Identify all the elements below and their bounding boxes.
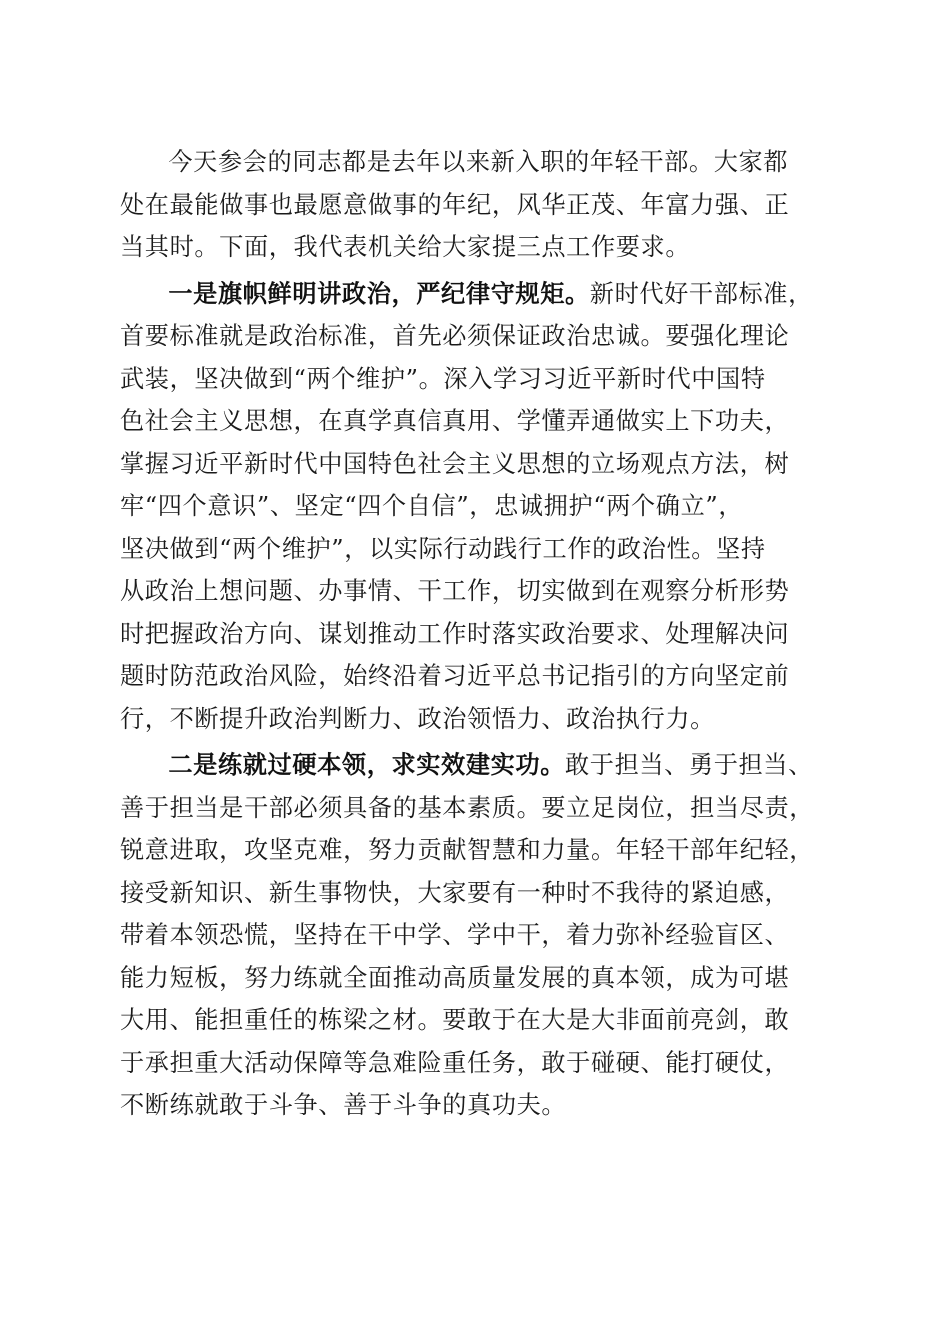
document-body [120,141,840,1127]
text-line: 从政治上想问题、办事情、干工作，切实做到在观察分析形势 [120,577,790,605]
text-line: 于承担重大活动保障等急难险重任务，敢于碰硬、能打硬仗， [120,1048,790,1077]
text-line: 时把握政治方向、谋划推动工作时落实政治要求、处理解决问 [120,619,790,648]
text-line: 善于担当是干部必须具备的基本素质。要立足岗位，担当尽责， [120,793,815,822]
paragraph-skills [120,744,840,1127]
text-line: 首要标准就是政治标准，首先必须保证政治忠诚。要强化理论 [120,322,790,350]
text-line: 牢“四个意识”、坚定“四个自信”，忠诚拥护“两个确立”， [120,492,744,520]
text-line [120,273,840,316]
text-fragment: 新时代好干部标准， [589,279,813,308]
text-line: 行，不断提升政治判断力、政治领悟力、政治执行力。 [120,704,715,733]
text-line: 大用、能担重任的栋梁之材。要敢于在大是大非面前亮剑，敢 [120,1006,790,1034]
paragraph-intro [120,141,840,269]
text-line: 带着本领恐慌，坚持在干中学、学中干，着力弥补经验盲区、 [120,921,790,949]
text-line: 今天参会的同志都是去年以来新入职的年轻干部。大家都 [168,148,789,176]
text-line [120,744,840,787]
paragraph-heading: 二是练就过硬本领，求实效建实功。 [168,750,565,779]
paragraph-politics [120,273,840,741]
text-line: 掌握习近平新时代中国特色社会主义思想的立场观点方法，树 [120,449,790,478]
text-line: 色社会主义思想，在真学真信真用、学懂弄通做实上下功夫， [120,407,790,435]
text-fragment: 敢于担当、勇于担当、 [565,751,813,779]
text-line: 武装，坚决做到“两个维护”。深入学习习近平新时代中国特 [120,364,766,393]
text-line: 处在最能做事也最愿意做事的年纪，风华正茂、年富力强、正 [120,190,790,219]
text-line: 接受新知识、新生事物快，大家要有一种时不我待的紧迫感， [120,878,790,907]
text-line: 能力短板，努力练就全面推动高质量发展的真本领，成为可堪 [120,963,790,992]
text-line: 锐意进取，攻坚克难，努力贡献智慧和力量。年轻干部年纪轻， [120,836,815,864]
text-line: 坚决做到“两个维护”，以实际行动践行工作的政治性。坚持 [120,534,766,563]
paragraph-heading: 一是旗帜鲜明讲政治，严纪律守规矩。 [168,278,590,308]
text-line: 题时防范政治风险，始终沿着习近平总书记指引的方向坚定前 [120,662,790,690]
text-line: 不断练就敢于斗争、善于斗争的真功夫。 [120,1091,567,1119]
text-line: 当其时。下面，我代表机关给大家提三点工作要求。 [120,233,691,261]
